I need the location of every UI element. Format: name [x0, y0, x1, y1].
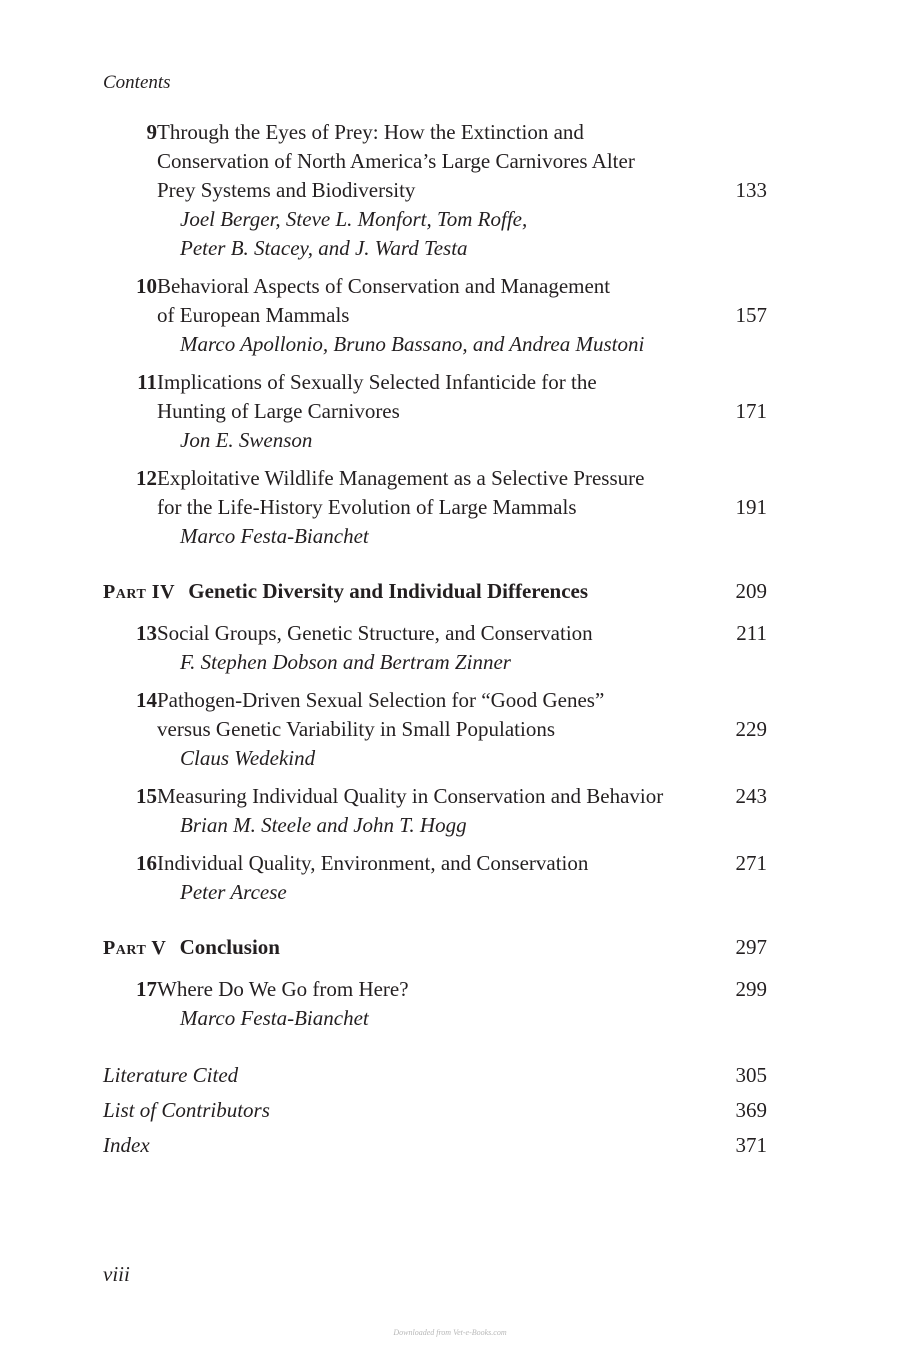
chapter-title-row [157, 782, 767, 811]
toc-chapter-entry [103, 975, 767, 1033]
chapter-group-b [103, 619, 767, 907]
chapter-title: Individual Quality, Environment, and Conservation [157, 851, 589, 875]
chapter-title-row [157, 272, 767, 330]
chapter-authors: Joel Berger, Steve L. Monfort, Tom Roffe, Peter B. Stacey, and J. Ward Testa [180, 207, 528, 260]
chapter-title: Exploitative Wildlife Management as a Selective Pressure for the Life-History Evolution of Large Mammals [157, 466, 645, 519]
toc-chapter-entry [103, 368, 767, 455]
part-label: Part IV [103, 581, 176, 603]
chapter-authors: Brian M. Steele and John T. Hogg [180, 813, 467, 837]
chapter-body [157, 619, 767, 677]
toc-chapter-entry [103, 619, 767, 677]
chapter-number: 16 [136, 851, 157, 875]
chapter-number: 9 [146, 120, 157, 144]
chapter-title-row [157, 619, 767, 648]
back-matter-entry [103, 1096, 767, 1125]
chapter-number: 11 [137, 370, 157, 394]
part-title: Genetic Diversity and Individual Differences [188, 579, 589, 603]
chapter-body [157, 272, 767, 359]
chapter-body [157, 686, 767, 773]
toc-chapter-entry [103, 849, 767, 907]
toc-chapter-entry [103, 782, 767, 840]
toc-chapter-entry [103, 118, 767, 263]
chapter-number: 15 [136, 784, 157, 808]
chapter-number: 13 [136, 621, 157, 645]
chapter-title: Behavioral Aspects of Conservation and Management of European Mammals [157, 274, 611, 327]
chapter-authors: Marco Apollonio, Bruno Bassano, and Andrea Mustoni [180, 332, 645, 356]
chapter-title-row [157, 975, 767, 1004]
chapter-body [157, 118, 767, 263]
chapter-group-a [103, 118, 767, 551]
back-matter-label: Literature Cited [103, 1063, 239, 1087]
toc-chapter-entry [103, 686, 767, 773]
chapter-title: Where Do We Go from Here? [157, 977, 409, 1001]
chapter-body [157, 975, 767, 1033]
chapter-authors: Claus Wedekind [180, 746, 316, 770]
back-matter-label: Index [103, 1133, 150, 1157]
chapter-title-row [157, 118, 767, 205]
page-number: 371 [735, 1133, 767, 1157]
part-heading-iv [103, 577, 767, 607]
chapter-number: 10 [136, 274, 157, 298]
page-number: 369 [735, 1098, 767, 1122]
chapter-number: 17 [136, 977, 157, 1001]
table-of-contents [103, 118, 767, 1166]
page-number: 229 [735, 717, 767, 741]
toc-chapter-entry [103, 464, 767, 551]
chapter-authors: Jon E. Swenson [180, 428, 313, 452]
back-matter-entry [103, 1131, 767, 1160]
chapter-title: Social Groups, Genetic Structure, and Conservation [157, 621, 593, 645]
chapter-title: Implications of Sexually Selected Infanticide for the Hunting of Large Carnivores [157, 370, 597, 423]
folio-page-number: viii [103, 1262, 130, 1286]
page-number: 243 [735, 784, 767, 808]
chapter-number: 14 [136, 688, 157, 712]
chapter-authors: Marco Festa-Bianchet [180, 1006, 369, 1030]
page-number: 133 [735, 178, 767, 202]
part-heading-v [103, 933, 767, 963]
chapter-title: Measuring Individual Quality in Conservation and Behavior [157, 784, 664, 808]
running-head: Contents [103, 72, 171, 93]
chapter-body [157, 849, 767, 907]
back-matter-entry [103, 1061, 767, 1090]
toc-chapter-entry [103, 272, 767, 359]
chapter-title-row [157, 686, 767, 744]
chapter-body [157, 464, 767, 551]
chapter-group-c [103, 975, 767, 1033]
back-matter [103, 1061, 767, 1160]
chapter-number: 12 [136, 466, 157, 490]
page-number: 157 [735, 303, 767, 327]
chapter-title-row [157, 464, 767, 522]
chapter-title-row [157, 849, 767, 878]
part-label: Part V [103, 937, 167, 959]
page-number: 191 [735, 495, 767, 519]
back-matter-label: List of Contributors [103, 1098, 270, 1122]
chapter-body [157, 782, 767, 840]
page-number: 297 [735, 935, 767, 959]
page-number: 211 [736, 621, 767, 645]
chapter-body [157, 368, 767, 455]
chapter-title: Pathogen-Driven Sexual Selection for “Good Genes” versus Genetic Variability in Small Populations [157, 688, 605, 741]
page-number: 171 [735, 399, 767, 423]
part-title: Conclusion [179, 935, 280, 959]
chapter-title: Through the Eyes of Prey: How the Extinction and Conservation of North America’s Large Carnivores Alter Prey Systems and Biodiversity [157, 120, 635, 202]
chapter-authors: F. Stephen Dobson and Bertram Zinner [180, 650, 511, 674]
page-number: 299 [735, 977, 767, 1001]
watermark: Downloaded from Vet-e-Books.com [393, 1328, 507, 1337]
chapter-authors: Marco Festa-Bianchet [180, 524, 369, 548]
page-number: 271 [735, 851, 767, 875]
page-number: 305 [735, 1063, 767, 1087]
chapter-authors: Peter Arcese [180, 880, 287, 904]
page-number: 209 [735, 579, 767, 603]
chapter-title-row [157, 368, 767, 426]
